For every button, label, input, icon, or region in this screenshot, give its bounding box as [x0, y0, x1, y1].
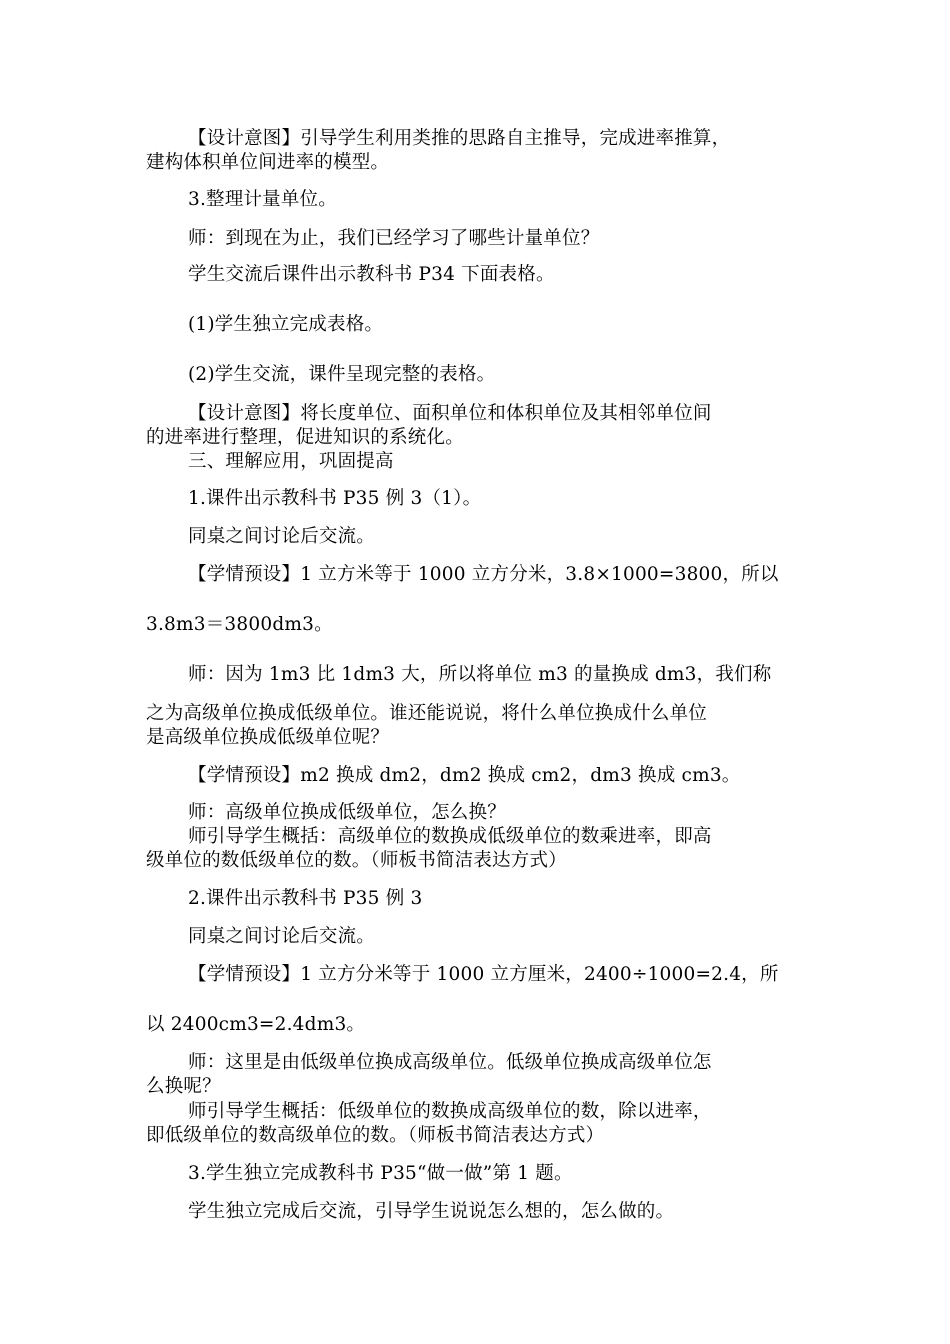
teacher-low-to-high-line2: 么换呢？	[146, 1076, 221, 1097]
pair-discussion-2: 同桌之间讨论后交流。	[188, 926, 376, 947]
design-intent-1-line1: 【设计意图】引导学生利用类推的思路自主推导，完成进率推算，	[188, 128, 731, 149]
summary-1-line2: 级单位的数低级单位的数。（师板书简洁表达方式）	[146, 850, 567, 871]
students-exchange-table: 学生交流后课件出示教科书 P34 下面表格。	[188, 264, 555, 285]
preset-1-line1: 【学情预设】1 立方米等于 1000 立方分米，3.8×1000=3800，所以	[188, 564, 779, 585]
preset-3-line2: 以 2400cm3=2.4dm3。	[146, 1014, 366, 1035]
substep-1: (1)学生独立完成表格。	[188, 314, 384, 335]
teacher-how-convert: 师：高级单位换成低级单位，怎么换？	[188, 802, 506, 823]
summary-2-line2: 即低级单位的数高级单位的数。（师板书简洁表达方式）	[146, 1125, 605, 1146]
step-3-heading: 3.整理计量单位。	[188, 189, 337, 210]
step-3-practice: 3.学生独立完成教科书 P35“做一做”第 1 题。	[188, 1163, 573, 1184]
summary-2-line1: 师引导学生概括：低级单位的数换成高级单位的数，除以进率，	[188, 1101, 712, 1122]
summary-1-line1: 师引导学生概括：高级单位的数换成低级单位的数乘进率，即高	[188, 826, 712, 847]
teacher-question-units: 师：到现在为止，我们已经学习了哪些计量单位？	[188, 228, 600, 249]
pair-discussion-1: 同桌之间讨论后交流。	[188, 526, 376, 547]
teacher-explain-line1: 师：因为 1m3 比 1dm3 大，所以将单位 m3 的量换成 dm3，我们称	[188, 664, 772, 685]
teacher-explain-line2: 之为高级单位换成低级单位。谁还能说说，将什么单位换成什么单位	[146, 703, 708, 724]
step-2-heading: 2.课件出示教科书 P35 例 3	[188, 888, 423, 909]
preset-1-line2: 3.8m3＝3800dm3。	[146, 614, 333, 635]
teacher-explain-line3: 是高级单位换成低级单位呢？	[146, 727, 390, 748]
step-1-heading: 1.课件出示教科书 P35 例 3（1）。	[188, 488, 482, 509]
section-3-heading: 三、理解应用，巩固提高	[188, 451, 394, 472]
preset-3-line1: 【学情预设】1 立方分米等于 1000 立方厘米，2400÷1000=2.4，所	[188, 964, 779, 985]
design-intent-2-line1: 【设计意图】将长度单位、面积单位和体积单位及其相邻单位间	[188, 403, 712, 424]
design-intent-2-line2: 的进率进行整理，促进知识的系统化。	[146, 427, 464, 448]
students-exchange-method: 学生独立完成后交流，引导学生说说怎么想的，怎么做的。	[188, 1201, 675, 1222]
preset-2: 【学情预设】m2 换成 dm2，dm2 换成 cm2，dm3 换成 cm3。	[188, 765, 741, 786]
teacher-low-to-high-line1: 师：这里是由低级单位换成高级单位。低级单位换成高级单位怎	[188, 1052, 712, 1073]
design-intent-1-line2: 建构体积单位间进率的模型。	[146, 152, 390, 173]
substep-2: (2)学生交流，课件呈现完整的表格。	[188, 364, 496, 385]
